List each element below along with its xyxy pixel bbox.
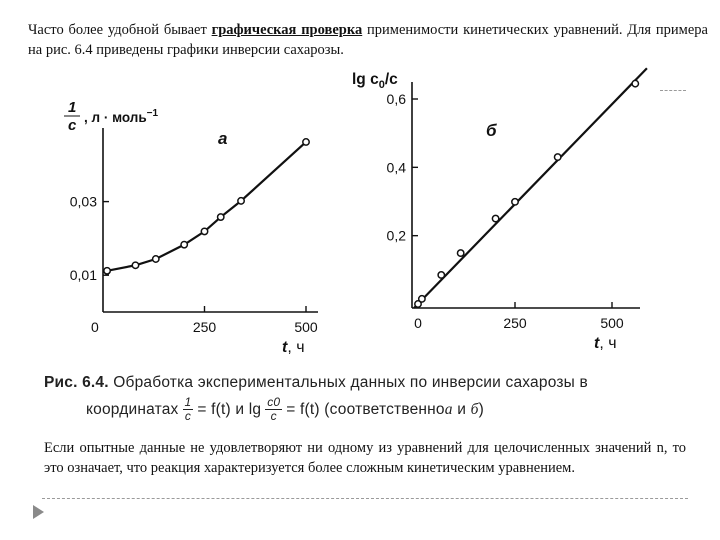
- bullet-arrow-icon: [33, 505, 44, 519]
- data-point-b-4: [492, 215, 498, 221]
- caption-fraction-2: [265, 396, 282, 423]
- caption-line-1: [44, 372, 684, 394]
- intro-text-after: применимости кинетических уравнений. Для примера на рис. 6.4 приведены графики инверсии сахарозы.: [28, 22, 708, 58]
- chart-panel-b: [352, 68, 647, 352]
- frac1-den: c: [184, 409, 192, 423]
- frac1-num: 1: [184, 395, 192, 409]
- frac2-num: c0: [267, 395, 281, 409]
- series-line-a: [103, 142, 306, 271]
- y-axis-label-b: $\lg c_0/c$: [352, 71, 398, 91]
- dashed-divider: [42, 498, 688, 499]
- data-point-b-5: [512, 199, 518, 205]
- y-axis-label-a-units: , л · моль$^{-1}$: [84, 108, 159, 125]
- x-tick-label-b-2: 500: [600, 315, 624, 331]
- data-point-a-7: [303, 139, 309, 145]
- caption-eq-1: = f(t) и lg: [197, 400, 262, 418]
- caption-line-2: [44, 396, 684, 423]
- panel-label-a: а: [218, 129, 228, 148]
- caption-fraction-1: [183, 396, 194, 423]
- data-point-b-7: [632, 80, 638, 86]
- intro-text-before: Часто более удобной бывает: [28, 22, 212, 38]
- caption-b: б: [470, 400, 479, 418]
- data-point-a-0: [104, 268, 110, 274]
- y-tick-label-b-2: 0,6: [386, 91, 406, 107]
- y-tick-label-a-0: 0,01: [69, 267, 97, 284]
- caption-close: ): [478, 400, 484, 418]
- caption-text-1: Обработка экспериментальных данных по инверсии сахарозы в: [108, 374, 588, 391]
- y-tick-label-b-0: 0,2: [386, 227, 406, 244]
- data-point-b-2: [438, 272, 444, 278]
- outro-paragraph: Если опытные данные не удовлетворяют ни одному из уравнений для целочисленных значений n, то это означает, что реакция характеризуется более сложным кинетическим уравнением.: [44, 440, 686, 476]
- y-tick-label-b-1: 0,4: [386, 159, 406, 176]
- x-tick-label-a-0: 0: [91, 319, 99, 335]
- chart-panel-a: [64, 99, 318, 356]
- series-points-a: [104, 139, 309, 274]
- x-axis-title-b: t, ч: [594, 335, 617, 352]
- caption-label: Рис. 6.4.: [44, 374, 109, 391]
- data-point-a-3: [181, 241, 187, 247]
- x-axis-title-a: t, ч: [282, 339, 305, 356]
- caption-coords-word: координатах: [86, 400, 179, 418]
- panel-label-b: б: [486, 121, 497, 140]
- y-tick-label-a-1: 0,03: [69, 193, 97, 210]
- data-point-a-2: [153, 256, 159, 262]
- series-line-b: [414, 68, 647, 308]
- x-tick-label-a-1: 250: [192, 319, 217, 335]
- data-point-a-4: [201, 228, 207, 234]
- caption-a: а: [444, 400, 453, 418]
- x-tick-label-b-1: 250: [503, 315, 527, 331]
- data-point-a-6: [238, 198, 244, 204]
- x-tick-label-b-0: 0: [414, 315, 422, 331]
- caption-and: и: [452, 400, 471, 418]
- data-point-b-6: [554, 154, 560, 160]
- y-axis-label-a-num: 1: [68, 99, 77, 116]
- ticks-a: [70, 194, 318, 335]
- data-point-b-1: [419, 296, 425, 302]
- figure-caption: [44, 372, 684, 423]
- data-point-b-3: [457, 250, 463, 256]
- x-tick-label-a-2: 500: [294, 319, 318, 335]
- y-axis-label-a-den: c: [68, 117, 77, 134]
- intro-emphasis: графическая проверка: [211, 22, 363, 38]
- data-point-a-5: [218, 214, 224, 220]
- caption-eq-2: = f(t) (соответственно: [286, 400, 445, 418]
- frac2-den: c: [270, 409, 277, 423]
- data-point-a-1: [132, 262, 138, 268]
